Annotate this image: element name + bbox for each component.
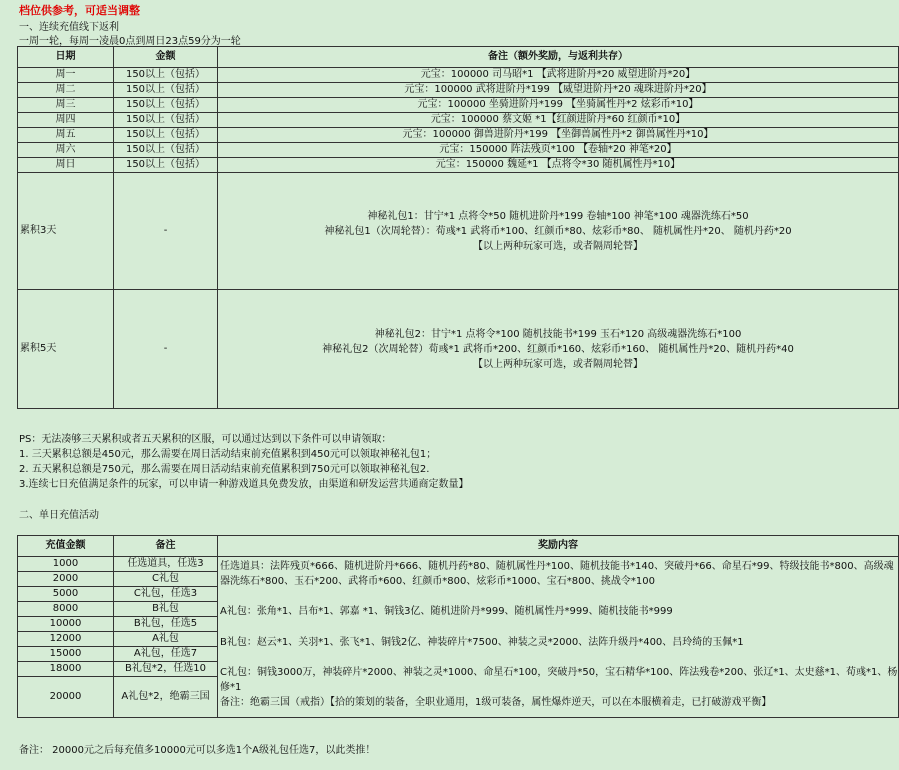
cumulative-5-row bbox=[18, 290, 899, 409]
reward-line bbox=[220, 589, 896, 604]
amount-cell: 5000 bbox=[18, 587, 114, 602]
mystery-pack-2-cell bbox=[218, 290, 899, 409]
header-date: 日期 bbox=[18, 47, 114, 68]
reward-line bbox=[220, 650, 896, 665]
table-row bbox=[18, 83, 899, 98]
mystery-pack-line: 神秘礼包2（次周轮替）荀彧*1 武将币*200、红颜币*160、炫彩币*160、 随机属性丹*20、随机丹药*40 bbox=[322, 343, 794, 355]
weekly-recharge-table bbox=[17, 46, 899, 409]
amount-cell: 20000 bbox=[18, 677, 114, 718]
mystery-pack-line: 【以上两种玩家可选，或者隔周轮替】 bbox=[473, 240, 643, 252]
amount-cell: 150以上（包括） bbox=[114, 68, 218, 83]
ps-line: 3.连续七日充值满足条件的玩家，可以申请一种游戏道具免费发放，由渠道和研发运营共通商定数量】 bbox=[19, 479, 469, 490]
header-reward: 奖励内容 bbox=[218, 536, 899, 557]
remark-cell: 元宝：100000 司马昭*1 【武将进阶丹*20 威望进阶丹*20】 bbox=[218, 68, 899, 83]
adjust-note: 档位供参考，可适当调整 bbox=[19, 4, 140, 17]
amount-cell: 150以上（包括） bbox=[114, 158, 218, 173]
amount-cell: 12000 bbox=[18, 632, 114, 647]
remark-cell: A礼包，任选7 bbox=[114, 647, 218, 662]
table-header-row bbox=[18, 47, 899, 68]
reward-line bbox=[220, 619, 896, 634]
table-row bbox=[18, 68, 899, 83]
remark-cell: 元宝：150000 魏延*1 【点将令*30 随机属性丹*10】 bbox=[218, 158, 899, 173]
amount-cell: 150以上（包括） bbox=[114, 83, 218, 98]
day-cell: 周一 bbox=[18, 68, 114, 83]
table-row bbox=[18, 128, 899, 143]
mystery-pack-line: 神秘礼包1（次周轮替）：荀彧*1 武将币*100、红颜币*80、炫彩币*80、 随机属性丹*20、 随机丹药*20 bbox=[324, 225, 792, 237]
day-cell: 周五 bbox=[18, 128, 114, 143]
day-cell: 累积3天 bbox=[18, 173, 114, 290]
reward-content-cell bbox=[218, 557, 899, 718]
amount-cell: 10000 bbox=[18, 617, 114, 632]
footer-note: 备注： 20000元之后每充值多10000元可以多选1个A级礼包任选7，以此类推！ bbox=[19, 745, 376, 756]
table-row bbox=[18, 98, 899, 113]
header-recharge-amount: 充值金额 bbox=[18, 536, 114, 557]
section2-title: 二、单日充值活动 bbox=[19, 510, 99, 521]
reward-line: C礼包：铜钱3000万，神装碎片*2000、神装之灵*1000、命星石*100，突破丹*50，宝石精华*100、阵法残卷*200、张辽*1、太史慈*1、荀彧*1、杨 bbox=[220, 667, 898, 678]
table-row bbox=[18, 143, 899, 158]
remark-cell: B礼包*2，任选10 bbox=[114, 662, 218, 677]
amount-cell: 150以上（包括） bbox=[114, 128, 218, 143]
amount-cell: 2000 bbox=[18, 572, 114, 587]
day-cell: 周三 bbox=[18, 98, 114, 113]
amount-cell: 1000 bbox=[18, 557, 114, 572]
ps-line: 2. 五天累积总额是750元，那么需要在周日活动结束前充值累积到750元可以领取神秘礼包2. bbox=[19, 464, 430, 475]
amount-cell: 8000 bbox=[18, 602, 114, 617]
day-cell: 周六 bbox=[18, 143, 114, 158]
ps-line: 1. 三天累积总额是450元，那么需要在周日活动结束前充值累积到450元可以领取神秘礼包1； bbox=[19, 449, 437, 460]
remark-cell: B礼包 bbox=[114, 602, 218, 617]
remark-cell: 元宝：100000 武将进阶丹*199 【威望进阶丹*20 魂珠进阶丹*20】 bbox=[218, 83, 899, 98]
remark-cell: B礼包，任选5 bbox=[114, 617, 218, 632]
day-cell: 周四 bbox=[18, 113, 114, 128]
remark-cell: C礼包，任选3 bbox=[114, 587, 218, 602]
mystery-pack-line: 【以上两种玩家可选，或者隔周轮替】 bbox=[473, 358, 643, 370]
amount-cell: 18000 bbox=[18, 662, 114, 677]
day-cell: 周日 bbox=[18, 158, 114, 173]
remark-cell: A礼包*2，绝霸三国 bbox=[114, 677, 218, 718]
reward-line: 任选道具：法阵残页*666、随机进阶丹*666、随机丹药*80、随机属性丹*100、随机技能书*140、突破丹*66、命星石*99、特级技能书*800、高级魂 bbox=[220, 561, 894, 572]
mystery-pack-line: 神秘礼包2：甘宁*1 点将令*100 随机技能书*199 玉石*120 高级魂器洗练石*100 bbox=[374, 328, 742, 340]
reward-line: 器洗练石*800、玉石*200、武将币*600、红颜币*800、炫彩币*1000、宝石*800、挑战令*100 bbox=[220, 576, 655, 587]
mystery-pack-line: 神秘礼包1：甘宁*1 点将令*50 随机进阶丹*199 卷轴*100 神笔*100 魂器洗练石*50 bbox=[367, 210, 749, 222]
mystery-pack-1-cell bbox=[218, 173, 899, 290]
amount-cell: - bbox=[114, 173, 218, 290]
remark-cell: 元宝：100000 坐骑进阶丹*199 【坐骑属性丹*2 炫彩币*10】 bbox=[218, 98, 899, 113]
table-row bbox=[18, 113, 899, 128]
section1-title: 一、连续充值线下返利 bbox=[19, 22, 119, 33]
reward-line: B礼包：赵云*1、关羽*1、张飞*1、铜钱2亿、神装碎片*7500、神装之灵*2000、法阵升级丹*400、吕玲绮的玉佩*1 bbox=[220, 637, 744, 648]
table-row bbox=[18, 158, 899, 173]
reward-line: A礼包：张角*1、吕布*1、郭嘉 *1、铜钱3亿、随机进阶丹*999、随机属性丹*999、随机技能书*999 bbox=[220, 606, 673, 617]
header-amount: 金额 bbox=[114, 47, 218, 68]
remark-cell: 元宝：150000 阵法残页*100 【卷轴*20 神笔*20】 bbox=[218, 143, 899, 158]
reward-line: 备注：绝霸三国（戒指）【拾的策划的装备，全职业通用，1级可装备，属性爆炸逆天，可以在本服横着走，已打破游戏平衡】 bbox=[220, 697, 772, 708]
remark-cell: 元宝：100000 御兽进阶丹*199 【坐御兽属性丹*2 御兽属性丹*10】 bbox=[218, 128, 899, 143]
header-remark: 备注（额外奖励，与返利共存） bbox=[218, 47, 899, 68]
amount-cell: 150以上（包括） bbox=[114, 143, 218, 158]
cumulative-3-row bbox=[18, 173, 899, 290]
remark-cell: C礼包 bbox=[114, 572, 218, 587]
amount-cell: 150以上（包括） bbox=[114, 113, 218, 128]
section1-desc: 一周一轮，每周一凌晨0点到周日23点59分为一轮 bbox=[19, 36, 241, 47]
ps-notes bbox=[19, 430, 469, 490]
day-cell: 周二 bbox=[18, 83, 114, 98]
remark-cell: 任选道具，任选3 bbox=[114, 557, 218, 572]
remark-cell: A礼包 bbox=[114, 632, 218, 647]
day-cell: 累积5天 bbox=[18, 290, 114, 409]
table-row bbox=[18, 557, 899, 572]
ps-line: PS：无法凑够三天累积或者五天累积的区服，可以通过达到以下条件可以申请领取： bbox=[19, 434, 392, 445]
amount-cell: - bbox=[114, 290, 218, 409]
table-header-row bbox=[18, 536, 899, 557]
remark-cell: 元宝：100000 蔡文姬 *1【红颜进阶丹*60 红颜币*10】 bbox=[218, 113, 899, 128]
header-remark: 备注 bbox=[114, 536, 218, 557]
amount-cell: 15000 bbox=[18, 647, 114, 662]
single-day-recharge-table bbox=[17, 535, 899, 718]
reward-line: 修*1 bbox=[220, 682, 242, 693]
amount-cell: 150以上（包括） bbox=[114, 98, 218, 113]
